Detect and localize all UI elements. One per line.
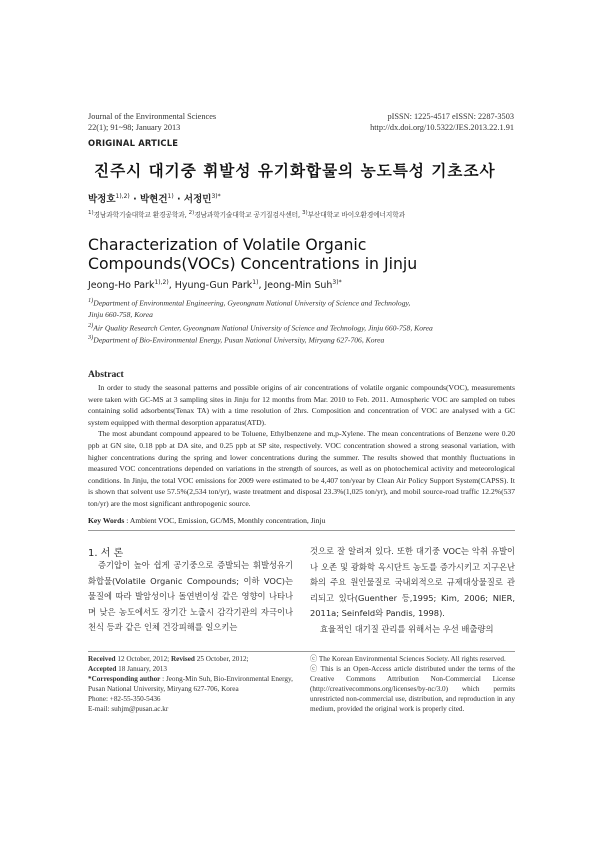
- received-date: 12 October, 2012;: [115, 655, 171, 663]
- journal-name: Journal of the Environmental Sciences: [88, 112, 217, 121]
- keywords: [88, 516, 515, 525]
- accepted-label: Accepted: [88, 664, 117, 673]
- article-type: ORIGINAL ARTICLE: [88, 138, 179, 148]
- license: ⓒ This is an Open-Access article distributed under the terms of the Creative Commons Attribution Non-Commercial License (http://creativecommons.org/licenses/by-nc/3.0) which permits unrestricted non-commercial use, distribution, and reproduction in any medium, provided the original work is properly cited.: [310, 664, 515, 713]
- abstract-paragraph: The most abundant compound appeared to be Toluene, Ethylbenzene and m,p-Xylene. The mean concentrations of Benzene were 0.20 ppb at GN site, 0.18 ppb at DA site, and 0.25 ppb at SP site, respectively. VOC concentration showed a strong seasonal variation, with higher concentrations during the spring and lower concentrations during the summer. The results showed that monthly fluctuations in measured VOC concentrations depended on variations in the strength of sources, as well as on photochemical activity and meteorological conditions. In Jinju, the total VOC emissions for 2009 were estimated to be 4,407 ton/year by Clean Air Policy Support System(CAPSS). It is shown that solvent use 57.5%(2,534 ton/yr), waste treatment and disposal 23.3%(1,025 ton/yr), and mobil source-road traffic 12.2%(537 ton/yr) are the most significant anthropogenic source.: [88, 429, 515, 508]
- intro-paragraph: 것으로 잘 알려져 있다. 또한 대기중 VOC는 악취 유발이나 오존 및 광화학 옥시단트 농도를 증가시키고 지구온난화의 주요 원인물질로 국내외적으로 규제대상물질로 관리되고 있다(Guenther 등,1995; Kim, 2006; NIER, 2011a; Seinfeld와 Pandis, 1998).: [310, 546, 515, 619]
- korean-title: 진주시 대기중 휘발성 유기화합물의 농도특성 기초조사: [94, 162, 496, 180]
- affiliation-2: $^{2)}$Air Quality Research Center, Gyeongnam National University of Science and Technology, Jinju 660-758, Korea: [88, 322, 433, 333]
- section-heading: 1. 서 론: [88, 548, 124, 559]
- license-info: [310, 655, 515, 714]
- copyright: ⓒ The Korean Environmental Sciences Society. All rights reserved.: [310, 655, 506, 663]
- doi-link[interactable]: http://dx.doi.org/10.5322/JES.2013.22.1.91: [370, 123, 514, 132]
- issn-header: [300, 111, 514, 133]
- korean-authors: 박정호$^{1),2)}$ · 박현건$^{1)}$ · 서정민$^{3)*}$: [88, 192, 221, 205]
- abstract-heading: Abstract: [88, 369, 124, 380]
- revised-label: Revised: [170, 655, 195, 663]
- intro-paragraph: 효율적인 대기질 관리를 위해서는 우선 배출량의: [320, 623, 494, 634]
- abstract-paragraph: In order to study the seasonal patterns and possible origins of air concentrations of volatile organic compounds(VOC), measurements were taken with GC-MS at 3 sampling sites in Jinju for 12 months from Mar. 2010 to Feb. 2011. Atmospheric VOC are sampled on tubes containing solid adsorbents(Tenax TA) with a time resolution of 2hrs. Composition and concentration of VOC are analysed with a GC system equipped with thermal desorption apparatus(ATD).: [88, 383, 515, 427]
- english-title: Characterization of Volatile Organic Compounds(VOCs) Concentrations in Jinju: [88, 235, 418, 273]
- abstract-body: [88, 382, 515, 510]
- intro-column-1: [88, 558, 293, 636]
- intro-paragraph: 증기압이 높아 쉽게 공기중으로 증발되는 휘발성유기화합물(Volatile Organic Compounds; 이하 VOC)는 물질에 따라 발암성이나 돌연변이성 같은 영향이 나타나며 낮은 농도에서도 장기간 노출시 감각기관의 자극이나 천식 등과 같은 인체 건강피해를 일으키는: [88, 560, 293, 633]
- email-link[interactable]: E-mail: suhjm@pusan.ac.kr: [88, 704, 169, 713]
- english-authors: Jeong-Ho Park$^{1),2)}$, Hyung-Gun Park$^{1)}$, Jeong-Min Suh$^{3)*}$: [88, 279, 342, 292]
- keywords-text: : Ambient VOC, Emission, GC/MS, Monthly concentration, Jinju: [124, 516, 326, 525]
- phone: Phone: +82-55-350-5436: [88, 694, 161, 703]
- footnote-divider: [88, 651, 515, 652]
- intro-column-2: [310, 544, 515, 638]
- keywords-label: Key Words: [88, 516, 125, 525]
- submission-info: [88, 655, 298, 714]
- accepted-date: 18 January, 2013: [116, 664, 167, 673]
- affiliation-1: $^{1)}$Department of Environmental Engineering, Gyeongnam National University of Science and Technology, Jinju 660-758, Korea: [88, 297, 411, 320]
- journal-header: [88, 111, 328, 133]
- korean-affiliations: $^{1)}$경남과학기술대학교 환경공학과, $^{2)}$경남과학기술대학교 공기질검사센터, $^{3)}$부산대학교 바이오환경에너지학과: [88, 209, 405, 219]
- divider: [88, 530, 515, 531]
- affiliation-3: $^{3)}$Department of Bio-Environmental Energy, Pusan National University, Miryang 627-706, Korea: [88, 334, 385, 345]
- revised-date: 25 October, 2012;: [194, 655, 249, 663]
- issn: pISSN: 1225-4517 eISSN: 2287-3503: [387, 112, 514, 121]
- corresponding-label: *Corresponding author: [88, 674, 161, 683]
- corresponding-author: : Jeong-Min Suh, Bio-Environmental Energy, Pusan National University, Miryang 627-706, Korea: [88, 674, 293, 693]
- volume-line: 22(1); 91~98; January 2013: [88, 123, 181, 132]
- received-label: Received: [88, 655, 116, 663]
